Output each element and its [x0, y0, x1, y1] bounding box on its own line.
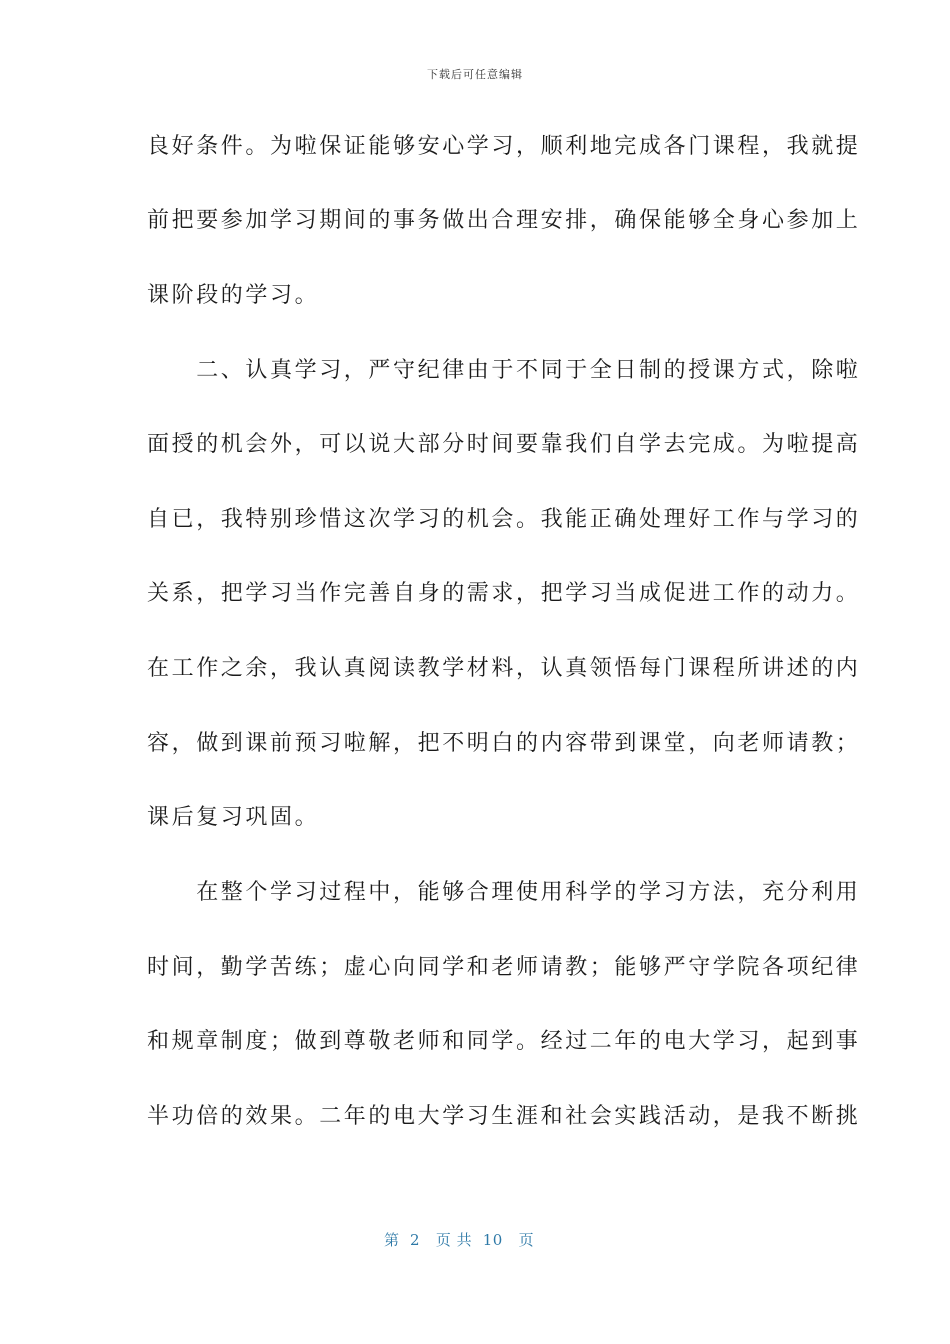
body-line-12: 时间，勤学苦练；虚心向同学和老师请教；能够严守学院各项纪律 — [147, 955, 861, 980]
body-line-5: 面授的机会外，可以说大部分时间要靠我们自学去完成。为啦提高 — [147, 432, 861, 457]
body-line-2: 前把要参加学习期间的事务做出合理安排，确保能够全身心参加上 — [147, 208, 861, 233]
body-line-4: 二、认真学习，严守纪律由于不同于全日制的授课方式，除啦 — [147, 358, 861, 383]
body-line-1: 良好条件。为啦保证能够安心学习，顺利地完成各门课程，我就提 — [147, 134, 861, 159]
body-line-14: 半功倍的效果。二年的电大学习生涯和社会实践活动，是我不断挑 — [147, 1104, 861, 1129]
body-line-11: 在整个学习过程中，能够合理使用科学的学习方法，充分利用 — [147, 880, 861, 905]
page-header: 下载后可任意编辑 — [427, 68, 523, 81]
body-line-8: 在工作之余，我认真阅读教学材料，认真领悟每门课程所讲述的内 — [147, 656, 861, 681]
body-line-7: 关系，把学习当作完善自身的需求，把学习当成促进工作的动力。 — [147, 581, 861, 606]
body-line-9: 容，做到课前预习啦解，把不明白的内容带到课堂，向老师请教； — [147, 731, 861, 756]
page-number-footer: 第 2 页 共 10 页 — [384, 1231, 535, 1249]
body-line-6: 自已，我特别珍惜这次学习的机会。我能正确处理好工作与学习的 — [147, 507, 861, 532]
body-line-10: 课后复习巩固。 — [147, 805, 320, 830]
body-line-3: 课阶段的学习。 — [147, 283, 320, 308]
body-line-13: 和规章制度；做到尊敬老师和同学。经过二年的电大学习，起到事 — [147, 1029, 861, 1054]
